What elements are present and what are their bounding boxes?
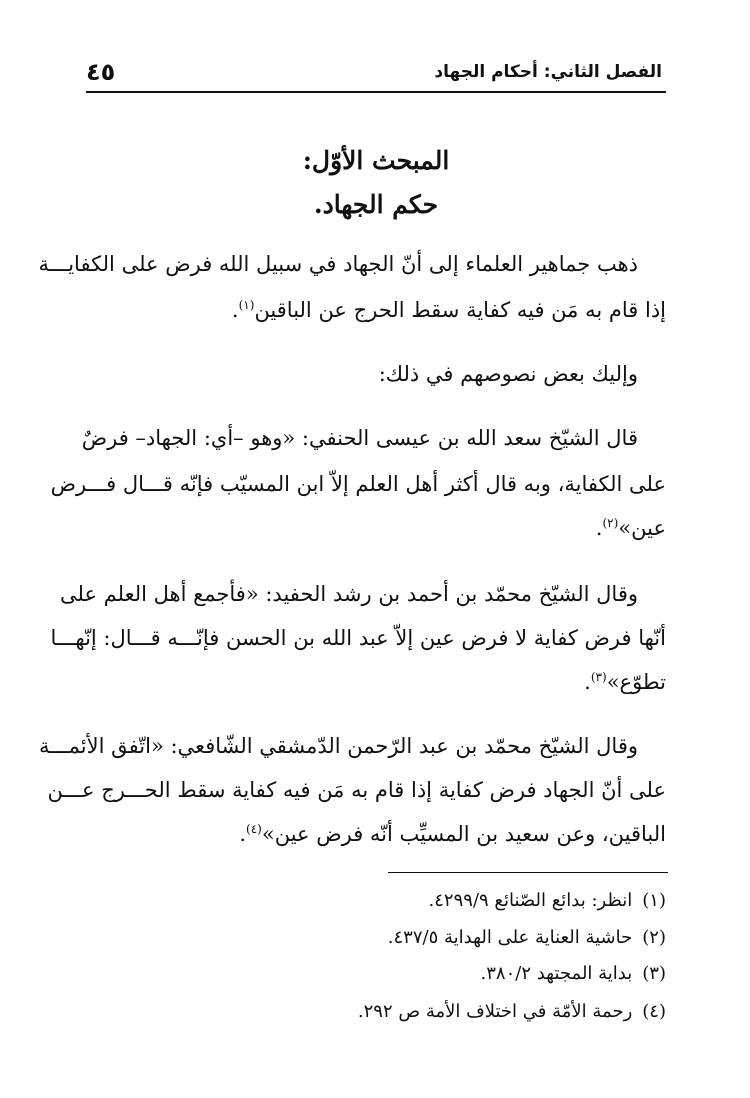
footnote-number: (١)	[642, 890, 666, 911]
footnote-3	[88, 963, 666, 984]
paragraph-5-line-2: على أنّ الجهاد فرض كفاية إذا قام به مَن فيه كفاية سقط الحـــرج عـــن	[47, 778, 666, 802]
footnote-text: بداية المجتهد ٣٨٠/٢.	[480, 963, 633, 984]
paragraph-2: وإليك بعض نصوصهم في ذلك:	[378, 362, 638, 386]
paragraph-4-line-2: أنّها فرض كفاية لا فرض عين إلاّ عبد الله بن الحسن فإنّـــه قـــال: إنّهـــا	[50, 626, 666, 650]
running-header-chapter: الفصل الثاني: أحكام الجهاد	[434, 62, 662, 82]
paragraph-1-line-2: إذا قام به مَن فيه كفاية سقط الحرج عن الباقين$^{(١)}$.	[231, 298, 666, 322]
footnote-text: حاشية العناية على الهداية ٤٣٧/٥.	[387, 927, 633, 948]
paragraph-5-line-3: الباقين، وعن سعيد بن المسيِّب أنّه فرض عين»$^{(٤)}$.	[239, 822, 666, 846]
footnote-1	[88, 890, 666, 911]
footnote-text: انظر: بدائع الصّنائع ٤٢٩٩/٩.	[428, 890, 633, 911]
page-number: ٤٥	[86, 58, 116, 86]
footnote-number: (٣)	[642, 963, 666, 984]
paragraph-3-line-2: على الكفاية، وبه قال أكثر أهل العلم إلاّ ابن المسيّب فإنّه قـــال فـــرض	[50, 472, 666, 496]
section-title: المبحث الأوّل:	[302, 146, 450, 175]
footnote-divider	[388, 872, 668, 873]
footnote-ref-1[interactable]: (١)	[238, 298, 255, 312]
footnote-2	[88, 927, 666, 948]
header-divider	[86, 91, 666, 93]
footnote-4	[88, 1001, 666, 1022]
paragraph-4-line-3: تطوّع»$^{(٣)}$.	[584, 670, 666, 694]
footnote-number: (٤)	[642, 1001, 666, 1022]
paragraph-3-line-3: عين»$^{(٢)}$.	[595, 516, 666, 540]
paragraph-4-line-1: وقال الشيّخ محمّد بن أحمد بن رشد الحفيد: «فأجمع أهل العلم على	[59, 582, 638, 606]
paragraph-5-line-1: وقال الشيّخ محمّد بن عبد الرّحمن الدّمشقي الشّافعي: «اتّفق الأئمـــة	[38, 734, 638, 758]
footnote-ref-3[interactable]: (٣)	[590, 670, 607, 684]
paragraph-3-line-1: قال الشيّخ سعد الله بن عيسى الحنفي: «وهو –أي: الجهاد– فرضٌ	[81, 426, 638, 450]
footnote-text: رحمة الأمّة في اختلاف الأمة ص ٢٩٢.	[357, 1001, 633, 1022]
footnote-number: (٢)	[642, 927, 666, 948]
section-subtitle: حكم الجهاد.	[313, 190, 439, 219]
paragraph-1-line-1: ذهب جماهير العلماء إلى أنّ الجهاد في سبيل الله فرض على الكفايـــة	[38, 252, 638, 276]
footnote-ref-4[interactable]: (٤)	[246, 822, 262, 836]
footnote-ref-2[interactable]: (٢)	[602, 516, 619, 530]
